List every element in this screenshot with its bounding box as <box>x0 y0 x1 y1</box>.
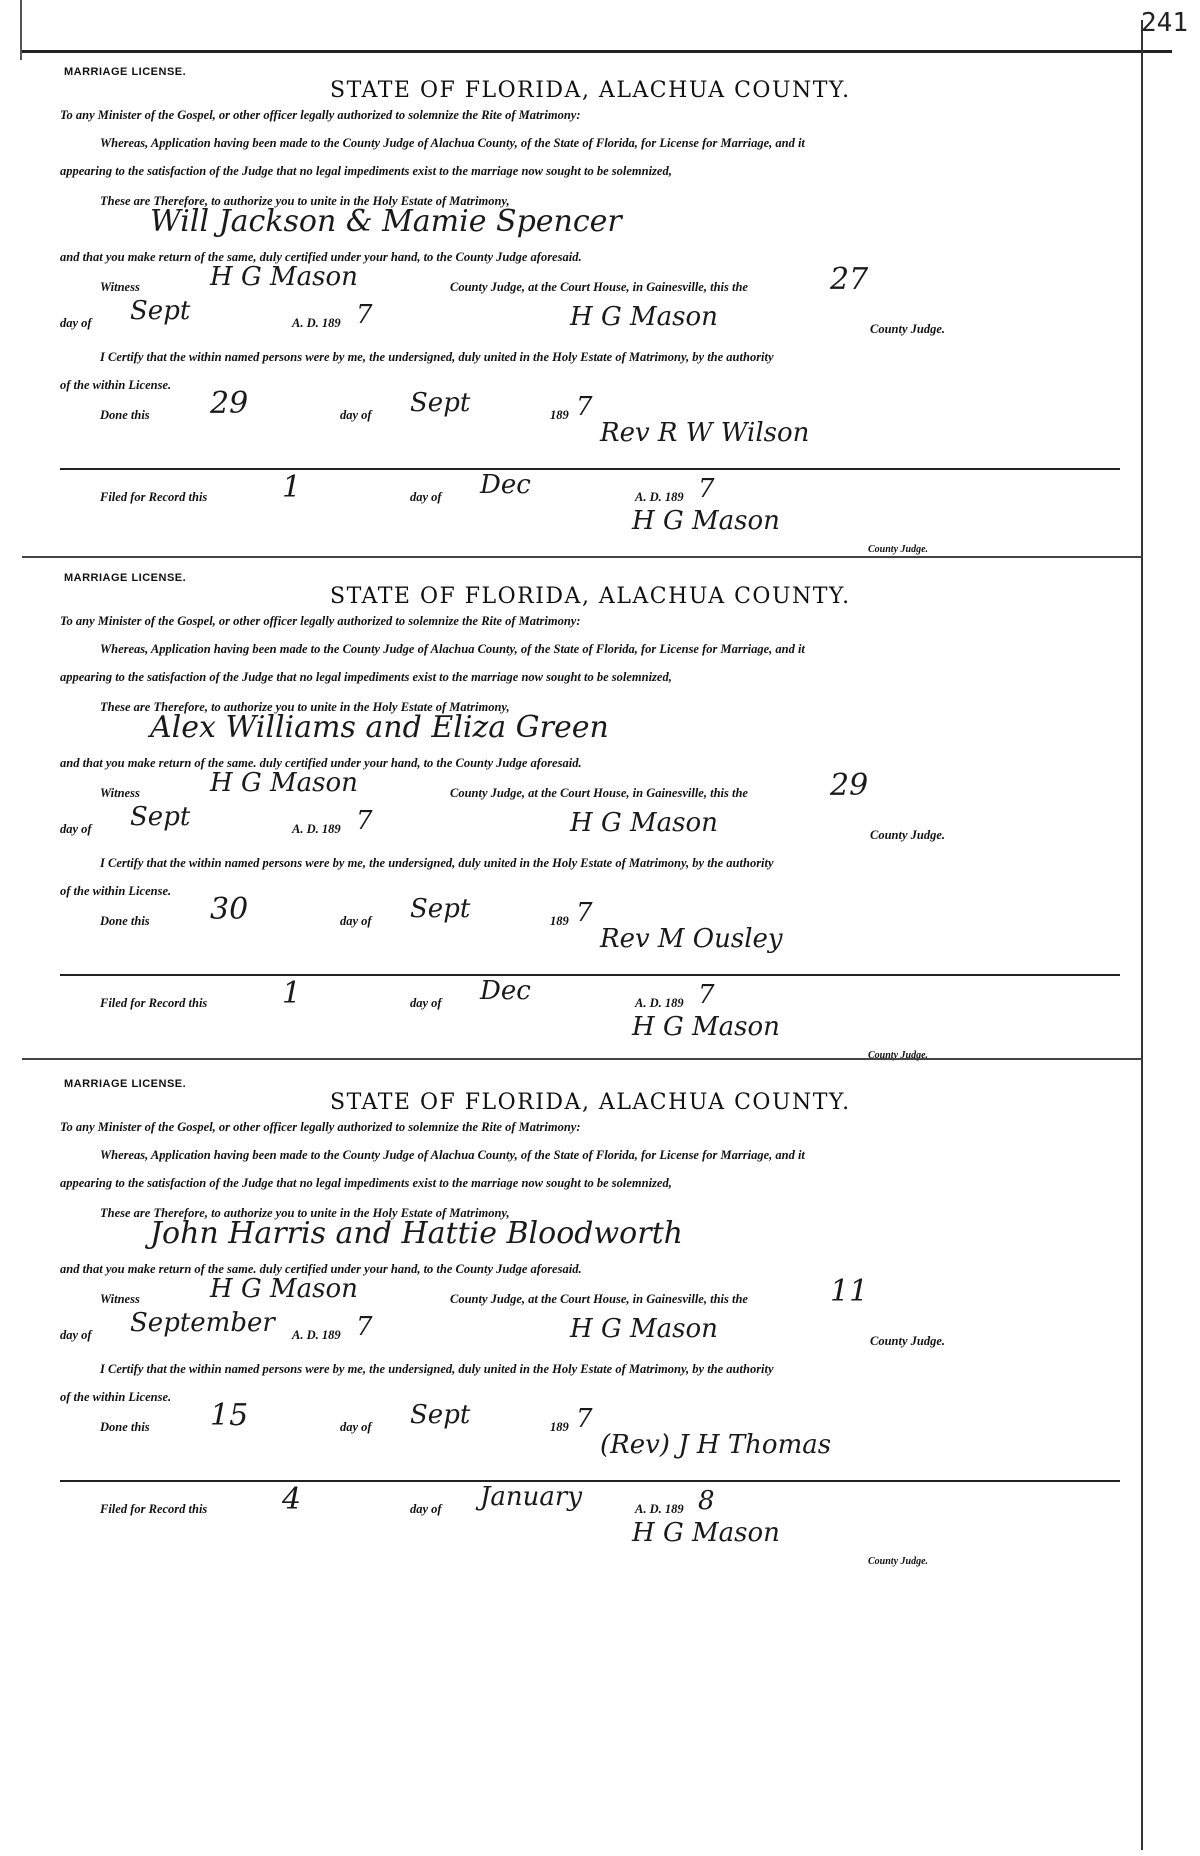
filed-day-of-label: day of <box>410 490 442 504</box>
done-year-label: 189 <box>550 914 569 928</box>
filed-judge-signature: H G Mason <box>632 1012 780 1042</box>
county-judge-label: County Judge. <box>870 322 946 336</box>
therefore-line: These are Therefore, to authorize you to unite in the Holy Estate of Matrimony, <box>100 700 510 714</box>
judge-signature: H G Mason <box>570 808 718 838</box>
marriage-license <box>60 572 1130 1162</box>
done-day: 29 <box>210 386 249 421</box>
address-line: To any Minister of the Gospel, or other officer legally authorized to solemnize the Rite of Matrimony: <box>60 108 581 122</box>
done-year-label: 189 <box>550 1420 569 1434</box>
appearing-line: appearing to the satisfaction of the Judge that no legal impediments exist to the marriage now sought to be solemnized, <box>60 164 672 178</box>
officiant-signature: Rev M Ousley <box>600 924 783 954</box>
issue-year: 7 <box>356 1312 373 1342</box>
done-month: Sept <box>410 894 471 924</box>
done-day: 30 <box>210 892 249 927</box>
filed-day: 4 <box>282 1482 302 1517</box>
done-this-label: Done this <box>100 408 150 422</box>
issue-year: 7 <box>356 300 373 330</box>
judge-courthouse-line: County Judge, at the Court House, in Gainesville, this the <box>450 280 748 294</box>
certify-license-line: of the within License. <box>60 378 172 392</box>
license-separator <box>22 1058 1142 1060</box>
done-year: 7 <box>576 898 593 928</box>
couple-names: Will Jackson & Mamie Spencer <box>150 204 622 239</box>
county-judge-label: County Judge. <box>870 828 946 842</box>
done-day-of-label: day of <box>340 914 372 928</box>
issue-day: 27 <box>830 262 869 297</box>
ad-label: A. D. 189 <box>292 822 341 836</box>
certify-line: I Certify that the within named persons were by me, the undersigned, duly united in the Holy Estate of Matrimony, by the authority <box>100 1362 774 1376</box>
filed-county-judge-label: County Judge. <box>868 544 929 555</box>
therefore-line: These are Therefore, to authorize you to unite in the Holy Estate of Matrimony, <box>100 1206 510 1220</box>
filed-year: 7 <box>698 980 715 1010</box>
done-month: Sept <box>410 388 471 418</box>
day-of-label: day of <box>60 822 92 836</box>
filed-ad-label: A. D. 189 <box>635 490 684 504</box>
filing-divider <box>60 974 1120 976</box>
filed-day-of-label: day of <box>410 996 442 1010</box>
filed-label: Filed for Record this <box>100 490 208 504</box>
right-margin-rule <box>1141 20 1143 1850</box>
certify-license-line: of the within License. <box>60 884 172 898</box>
county-judge-label: County Judge. <box>870 1334 946 1348</box>
filed-year: 8 <box>698 1486 715 1516</box>
return-line: and that you make return of the same. duly certified under your hand, to the County Judge aforesaid. <box>60 756 582 770</box>
judge-courthouse-line: County Judge, at the Court House, in Gainesville, this the <box>450 1292 748 1306</box>
issue-month: September <box>130 1308 275 1338</box>
ad-label: A. D. 189 <box>292 316 341 330</box>
filed-day: 1 <box>282 470 302 505</box>
license-title: STATE OF FLORIDA, ALACHUA COUNTY. <box>330 78 851 103</box>
couple-names: Alex Williams and Eliza Green <box>150 710 609 745</box>
witness-label: Witness <box>100 786 140 800</box>
whereas-line: Whereas, Application having been made to the County Judge of Alachua County, of the State of Florida, for License for Marriage, and it <box>100 136 805 150</box>
license-title: STATE OF FLORIDA, ALACHUA COUNTY. <box>330 584 851 609</box>
filed-county-judge-label: County Judge. <box>868 1556 929 1567</box>
officiant-signature: (Rev) J H Thomas <box>600 1430 832 1460</box>
witness-signature: H G Mason <box>210 1274 358 1304</box>
filing-divider <box>60 1480 1120 1482</box>
appearing-line: appearing to the satisfaction of the Judge that no legal impediments exist to the marriage now sought to be solemnized, <box>60 1176 672 1190</box>
return-line: and that you make return of the same. duly certified under your hand, to the County Judge aforesaid. <box>60 1262 582 1276</box>
ad-label: A. D. 189 <box>292 1328 341 1342</box>
done-this-label: Done this <box>100 1420 150 1434</box>
filed-judge-signature: H G Mason <box>632 506 780 536</box>
witness-signature: H G Mason <box>210 262 358 292</box>
license-separator <box>22 556 1142 558</box>
issue-month: Sept <box>130 802 191 832</box>
filed-month: January <box>480 1482 583 1512</box>
issue-year: 7 <box>356 806 373 836</box>
marriage-license <box>60 66 1130 656</box>
certify-license-line: of the within License. <box>60 1390 172 1404</box>
done-year: 7 <box>576 1404 593 1434</box>
done-this-label: Done this <box>100 914 150 928</box>
marriage-license <box>60 1078 1130 1668</box>
return-line: and that you make return of the same, duly certified under your hand, to the County Judge aforesaid. <box>60 250 582 264</box>
couple-names: John Harris and Hattie Bloodworth <box>150 1216 683 1251</box>
witness-label: Witness <box>100 1292 140 1306</box>
filed-day: 1 <box>282 976 302 1011</box>
appearing-line: appearing to the satisfaction of the Judge that no legal impediments exist to the marriage now sought to be solemnized, <box>60 670 672 684</box>
license-header: MARRIAGE LICENSE. <box>64 66 187 78</box>
day-of-label: day of <box>60 316 92 330</box>
whereas-line: Whereas, Application having been made to the County Judge of Alachua County, of the State of Florida, for License for Marriage, and it <box>100 642 805 656</box>
license-title: STATE OF FLORIDA, ALACHUA COUNTY. <box>330 1090 851 1115</box>
day-of-label: day of <box>60 1328 92 1342</box>
left-margin-rule <box>20 0 22 60</box>
filed-judge-signature: H G Mason <box>632 1518 780 1548</box>
page-number: 241 <box>1141 8 1188 38</box>
license-header: MARRIAGE LICENSE. <box>64 1078 187 1090</box>
issue-day: 11 <box>830 1274 869 1309</box>
done-year: 7 <box>576 392 593 422</box>
filed-ad-label: A. D. 189 <box>635 1502 684 1516</box>
license-header: MARRIAGE LICENSE. <box>64 572 187 584</box>
judge-signature: H G Mason <box>570 1314 718 1344</box>
witness-signature: H G Mason <box>210 768 358 798</box>
whereas-line: Whereas, Application having been made to the County Judge of Alachua County, of the State of Florida, for License for Marriage, and it <box>100 1148 805 1162</box>
filed-label: Filed for Record this <box>100 1502 208 1516</box>
address-line: To any Minister of the Gospel, or other officer legally authorized to solemnize the Rite of Matrimony: <box>60 614 581 628</box>
address-line: To any Minister of the Gospel, or other officer legally authorized to solemnize the Rite of Matrimony: <box>60 1120 581 1134</box>
done-day: 15 <box>210 1398 249 1433</box>
issue-day: 29 <box>830 768 869 803</box>
filed-month: Dec <box>480 976 531 1006</box>
judge-courthouse-line: County Judge, at the Court House, in Gainesville, this the <box>450 786 748 800</box>
filing-divider <box>60 468 1120 470</box>
filed-day-of-label: day of <box>410 1502 442 1516</box>
done-month: Sept <box>410 1400 471 1430</box>
judge-signature: H G Mason <box>570 302 718 332</box>
therefore-line: These are Therefore, to authorize you to unite in the Holy Estate of Matrimony, <box>100 194 510 208</box>
officiant-signature: Rev R W Wilson <box>600 418 810 448</box>
filed-ad-label: A. D. 189 <box>635 996 684 1010</box>
done-day-of-label: day of <box>340 1420 372 1434</box>
filed-year: 7 <box>698 474 715 504</box>
done-day-of-label: day of <box>340 408 372 422</box>
filed-month: Dec <box>480 470 531 500</box>
issue-month: Sept <box>130 296 191 326</box>
filed-label: Filed for Record this <box>100 996 208 1010</box>
witness-label: Witness <box>100 280 140 294</box>
done-year-label: 189 <box>550 408 569 422</box>
certify-line: I Certify that the within named persons were by me, the undersigned, duly united in the Holy Estate of Matrimony, by the authority <box>100 856 774 870</box>
filed-county-judge-label: County Judge. <box>868 1050 929 1061</box>
certify-line: I Certify that the within named persons were by me, the undersigned, duly united in the Holy Estate of Matrimony, by the authority <box>100 350 774 364</box>
top-rule <box>22 50 1172 53</box>
